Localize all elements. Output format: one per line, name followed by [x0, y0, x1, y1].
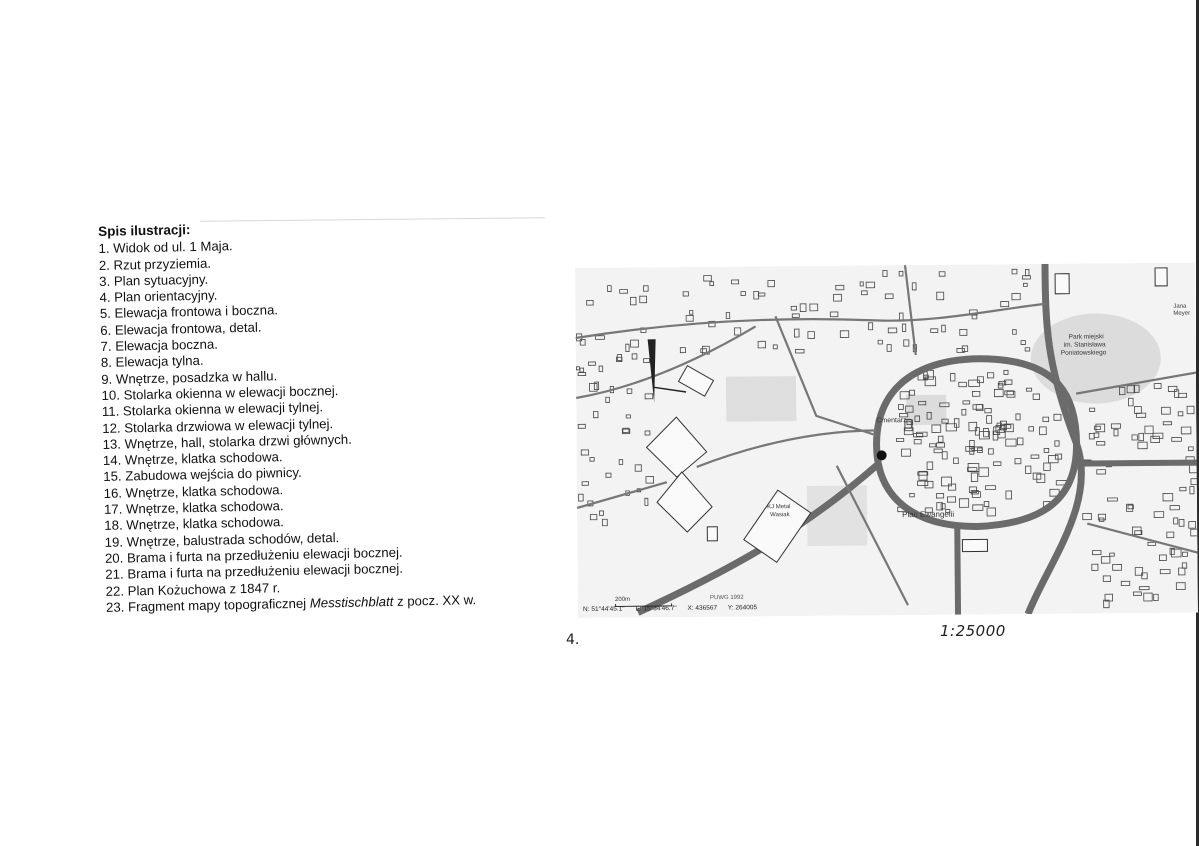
svg-text:im. Stanisława: im. Stanisława: [1063, 341, 1106, 349]
map-scale-bar: 200m: [615, 596, 672, 607]
list-item: 18. Wnętrze, klatka schodowa.: [104, 514, 285, 534]
handwritten-figure-number: 4.: [566, 632, 580, 648]
list-item: 9. Wnętrze, posadzka w hallu.: [101, 367, 278, 387]
list-item: 15. Zabudowa wejścia do piwnicy.: [103, 465, 302, 485]
list-item: 20. Brama i furta na przedłużeniu elewacji bocznej.: [104, 544, 403, 566]
coord-n: N: 51°44'45.1": [583, 605, 625, 613]
coord-e: E: 15°34'46.7": [635, 605, 677, 613]
list-item: 17. Wnętrze, klatka schodowa.: [103, 498, 284, 517]
list-item: 1. Widok od ul. 1 Maja.: [98, 238, 233, 257]
list-item: 5. Elewacja frontowa i boczna.: [99, 302, 279, 322]
list-item: 11. Stolarka okienna w elewacji tylnej.: [101, 399, 324, 420]
list-item: 16. Wnętrze, klatka schodowa.: [103, 481, 284, 501]
park-label: Park miejski: [1068, 333, 1104, 341]
svg-text:Jana: Jana: [1173, 303, 1187, 310]
square-label: Plac Ewangelii: [902, 509, 955, 520]
list-item: 10. Stolarka okienna w elewacji bocznej.: [101, 382, 339, 403]
list-item: 23. Fragment mapy topograficznej Messtischblatt z pocz. XX w.: [105, 591, 477, 615]
illustrations-list: [98, 214, 576, 616]
map-projection-label: PUWG 1992: [709, 594, 744, 602]
map-graphic: [575, 263, 1198, 618]
list-heading: Spis ilustracji:: [98, 222, 191, 239]
list-item: 13. Wnętrze, hall, stolarka drzwi głównych.: [102, 431, 352, 452]
list-item: 7. Elewacja boczna.: [100, 336, 219, 355]
company-label: KJ Metal: [767, 504, 791, 511]
coord-y: Y: 264005: [727, 604, 758, 612]
orientation-map: [575, 263, 1198, 618]
svg-text:Poniatowskiego: Poniatowskiego: [1060, 349, 1107, 357]
list-item: 22. Plan Kożuchowa z 1847 r.: [105, 579, 281, 599]
list-item: 2. Rzut przyziemia.: [98, 255, 212, 273]
list-item: 8. Elewacja tylna.: [100, 353, 204, 371]
list-item: 4. Plan orientacyjny.: [99, 287, 218, 306]
list-item: 21. Brama i furta na przedłużeniu elewacji bocznej.: [105, 560, 404, 583]
list-item: 14. Wnętrze, klatka schodowa.: [102, 449, 283, 469]
list-item: 6. Elewacja frontowa, detal.: [100, 319, 262, 338]
svg-text:Meyer: Meyer: [1173, 310, 1191, 317]
list-item: 12. Stolarka drzwiowa w elewacji tylnej.: [102, 415, 334, 436]
svg-text:Wasiak: Wasiak: [770, 512, 790, 519]
coord-x: X: 436567: [687, 604, 718, 612]
list-items: [98, 231, 576, 616]
cemetery-label: Cmentarz: [876, 417, 907, 425]
handwritten-scale: 1:25000: [940, 622, 1006, 640]
list-item: 19. Wnętrze, balustrada schodów, detal.: [104, 529, 340, 550]
list-item: 3. Plan sytuacyjny.: [99, 271, 209, 289]
